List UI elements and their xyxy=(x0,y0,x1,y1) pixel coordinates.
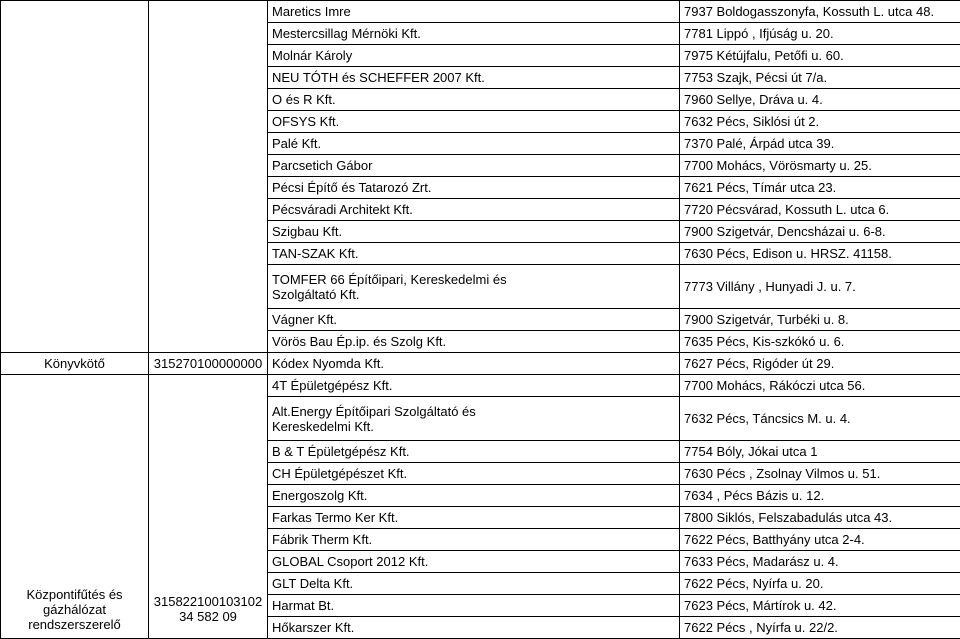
company-name-cell: O és R Kft. xyxy=(268,89,680,111)
address-cell: 7900 Szigetvár, Turbéki u. 8. xyxy=(680,309,960,331)
company-name-cell: Harmat Bt. xyxy=(268,595,680,617)
category-cell: Központifűtés és gázhálózat rendszerszerelő xyxy=(1,375,149,639)
company-name-cell: OFSYS Kft. xyxy=(268,111,680,133)
address-cell: 7937 Boldogasszonyfa, Kossuth L. utca 48. xyxy=(680,1,960,23)
address-cell: 7622 Pécs, Batthyány utca 2-4. xyxy=(680,529,960,551)
code-cell: 315822100103102 34 582 09 xyxy=(149,375,268,639)
company-name-cell: Vágner Kft. xyxy=(268,309,680,331)
company-name-cell: Palé Kft. xyxy=(268,133,680,155)
address-cell: 7630 Pécs, Edison u. HRSZ. 41158. xyxy=(680,243,960,265)
company-name-cell: 4T Épületgépész Kft. xyxy=(268,375,680,397)
address-cell: 7960 Sellye, Dráva u. 4. xyxy=(680,89,960,111)
address-cell: 7634 , Pécs Bázis u. 12. xyxy=(680,485,960,507)
company-name-cell: GLT Delta Kft. xyxy=(268,573,680,595)
address-cell: 7700 Mohács, Rákóczi utca 56. xyxy=(680,375,960,397)
address-cell: 7900 Szigetvár, Dencsházai u. 6-8. xyxy=(680,221,960,243)
address-cell: 7635 Pécs, Kis-szkókó u. 6. xyxy=(680,331,960,353)
address-cell: 7720 Pécsvárad, Kossuth L. utca 6. xyxy=(680,199,960,221)
company-name-cell: Pécsi Építő és Tatarozó Zrt. xyxy=(268,177,680,199)
company-name-cell: Energoszolg Kft. xyxy=(268,485,680,507)
company-name-cell: GLOBAL Csoport 2012 Kft. xyxy=(268,551,680,573)
category-cell: Könyvkötő xyxy=(1,353,149,375)
address-cell: 7632 Pécs, Siklósi út 2. xyxy=(680,111,960,133)
code-cell: 315270100000000 xyxy=(149,353,268,375)
address-cell: 7700 Mohács, Vörösmarty u. 25. xyxy=(680,155,960,177)
address-cell: 7630 Pécs , Zsolnay Vilmos u. 51. xyxy=(680,463,960,485)
address-cell: 7621 Pécs, Tímár utca 23. xyxy=(680,177,960,199)
address-cell: 7622 Pécs , Nyírfa u. 22/2. xyxy=(680,617,960,639)
company-name-cell: TAN-SZAK Kft. xyxy=(268,243,680,265)
company-name-cell: Alt.Energy Építőipari Szolgáltató és Kereskedelmi Kft. xyxy=(268,397,680,441)
category-cell xyxy=(1,1,149,353)
address-cell: 7781 Lippó , Ifjúság u. 20. xyxy=(680,23,960,45)
address-cell: 7633 Pécs, Madarász u. 4. xyxy=(680,551,960,573)
company-name-cell: CH Épületgépészet Kft. xyxy=(268,463,680,485)
company-name-cell: Kódex Nyomda Kft. xyxy=(268,353,680,375)
address-cell: 7622 Pécs, Nyírfa u. 20. xyxy=(680,573,960,595)
company-name-cell: Fábrik Therm Kft. xyxy=(268,529,680,551)
table-row xyxy=(1,353,960,375)
table-row xyxy=(1,375,960,397)
company-name-cell: Molnár Károly xyxy=(268,45,680,67)
address-cell: 7370 Palé, Árpád utca 39. xyxy=(680,133,960,155)
table-row xyxy=(1,1,960,23)
company-name-cell: Szigbau Kft. xyxy=(268,221,680,243)
address-cell: 7627 Pécs, Rigóder út 29. xyxy=(680,353,960,375)
company-name-cell: Parcsetich Gábor xyxy=(268,155,680,177)
code-cell xyxy=(149,1,268,353)
address-cell: 7623 Pécs, Mártírok u. 42. xyxy=(680,595,960,617)
address-cell: 7975 Kétújfalu, Petőfi u. 60. xyxy=(680,45,960,67)
company-name-cell: Pécsváradi Architekt Kft. xyxy=(268,199,680,221)
company-name-cell: NEU TÓTH és SCHEFFER 2007 Kft. xyxy=(268,67,680,89)
company-name-cell: Mestercsillag Mérnöki Kft. xyxy=(268,23,680,45)
address-cell: 7754 Bóly, Jókai utca 1 xyxy=(680,441,960,463)
address-cell: 7773 Villány , Hunyadi J. u. 7. xyxy=(680,265,960,309)
address-cell: 7800 Siklós, Felszabadulás utca 43. xyxy=(680,507,960,529)
address-cell: 7753 Szajk, Pécsi út 7/a. xyxy=(680,67,960,89)
address-cell: 7632 Pécs, Táncsics M. u. 4. xyxy=(680,397,960,441)
company-name-cell: Vörös Bau Ép.ip. és Szolg Kft. xyxy=(268,331,680,353)
company-name-cell: Hőkarszer Kft. xyxy=(268,617,680,639)
company-name-cell: TOMFER 66 Építőipari, Kereskedelmi és Szolgáltató Kft. xyxy=(268,265,680,309)
company-name-cell: Farkas Termo Ker Kft. xyxy=(268,507,680,529)
company-name-cell: Maretics Imre xyxy=(268,1,680,23)
company-name-cell: B & T Épületgépész Kft. xyxy=(268,441,680,463)
